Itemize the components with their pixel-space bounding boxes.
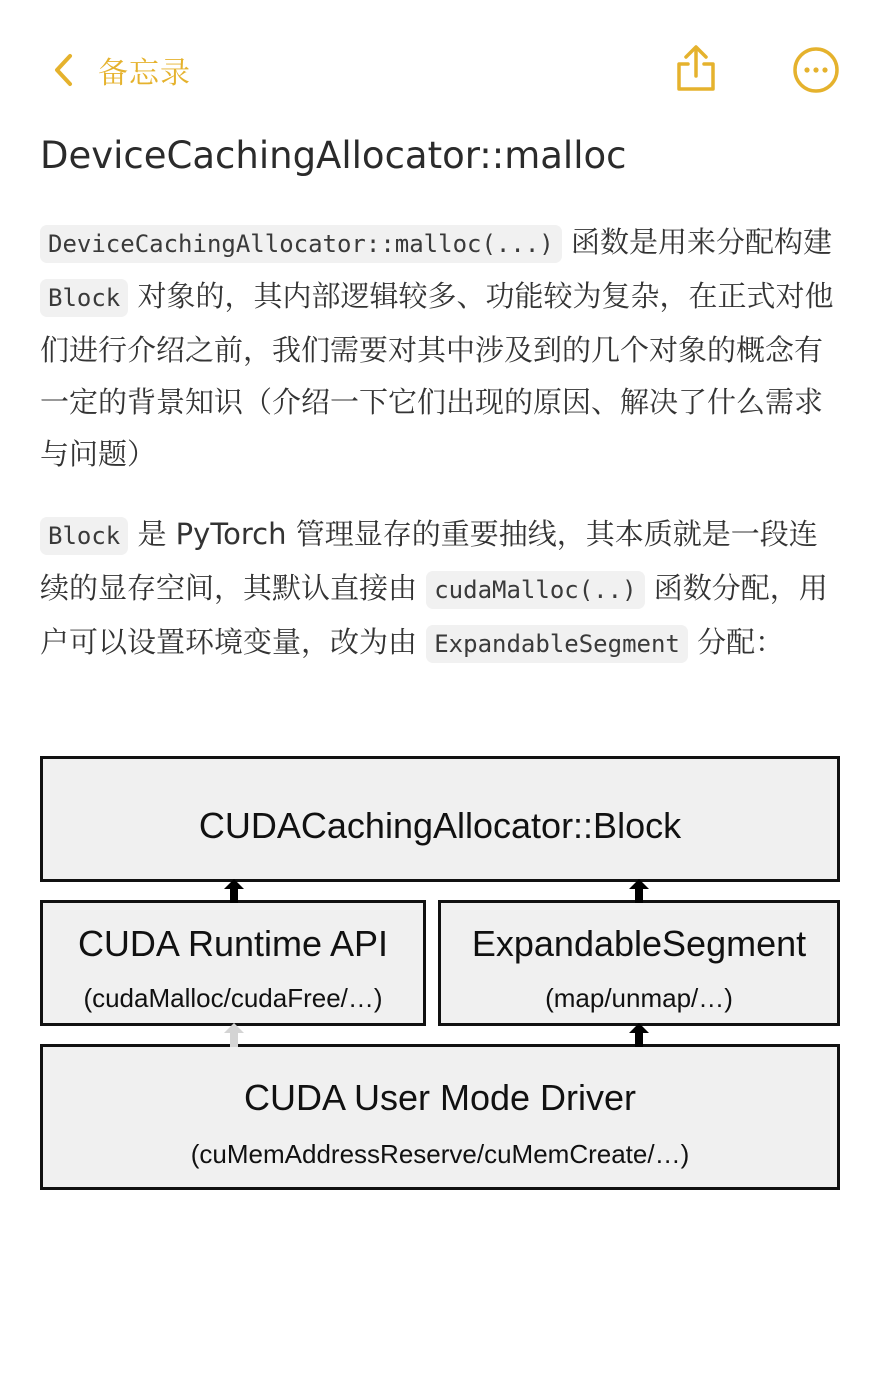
inline-code: cudaMalloc(..) — [426, 571, 644, 609]
chevron-left-icon — [52, 52, 74, 88]
inline-code: Block — [40, 517, 128, 555]
driver-title: CUDA User Mode Driver — [243, 1077, 637, 1118]
inline-code: DeviceCachingAllocator::malloc(...) — [40, 225, 562, 263]
inline-code: Block — [40, 279, 128, 317]
architecture-diagram — [38, 754, 842, 1194]
more-button[interactable] — [792, 46, 840, 94]
driver-subtitle: (cuMemAddressReserve/cuMemCreate/…) — [190, 1139, 690, 1169]
runtime-subtitle: (cudaMalloc/cudaFree/…) — [83, 983, 383, 1013]
paragraph-text: 是 PyTorch 管理显存的重要抽线，其本质就是一段连续的显存空间，其默认直接由 — [40, 517, 818, 605]
block-box — [40, 756, 840, 882]
share-icon — [674, 79, 718, 98]
arrow-expandable-to-block — [627, 877, 651, 905]
driver-box — [40, 1044, 840, 1190]
paragraph-text: 分配： — [687, 625, 785, 659]
arrow-driver-to-expandable — [627, 1021, 651, 1049]
expandable-box — [438, 900, 840, 1026]
paragraph-1 — [40, 216, 840, 480]
navigation-bar — [0, 0, 880, 140]
share-button[interactable] — [674, 44, 718, 94]
back-label: 备忘录 — [98, 56, 191, 91]
runtime-title: CUDA Runtime API — [77, 923, 389, 964]
note-title: DeviceCachingAllocator::malloc — [40, 134, 627, 177]
more-icon — [792, 79, 840, 98]
paragraph-2 — [40, 508, 840, 670]
runtime-box — [40, 900, 426, 1026]
expandable-title: ExpandableSegment — [471, 923, 807, 964]
paragraph-text: 对象的，其内部逻辑较多、功能较为复杂，在正式对他们进行介绍之前，我们需要对其中涉及到的几个对象的概念有一定的背景知识（介绍一下它们出现的原因、解决了什么需求与问题） — [40, 279, 834, 471]
block-title: CUDACachingAllocator::Block — [198, 805, 682, 846]
paragraph-text: 函数是用来分配构建 — [561, 225, 832, 259]
arrow-runtime-to-block — [222, 877, 246, 905]
expandable-subtitle: (map/unmap/…) — [545, 983, 733, 1013]
paragraph-text: 函数分配，用户可以设置环境变量，改为由 — [40, 571, 828, 659]
inline-code: ExpandableSegment — [426, 625, 688, 663]
arrow-driver-to-runtime — [222, 1021, 246, 1049]
back-button[interactable] — [52, 50, 191, 90]
